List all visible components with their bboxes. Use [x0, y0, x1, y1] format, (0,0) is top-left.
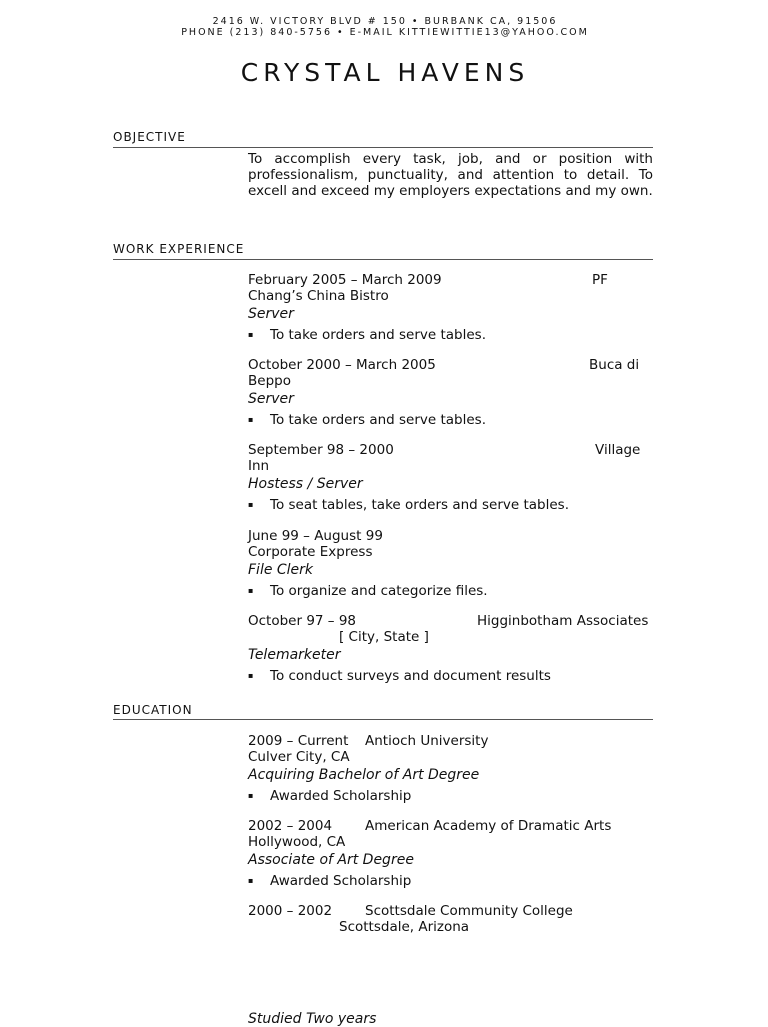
job-employer-continued: Inn [248, 458, 270, 474]
bullet-icon: ▪ [248, 671, 254, 680]
objective-text: To accomplish every task, job, and or position with professionalism, punctuality, and attention to detail. To excell and exceed my employers expectations and my own. [248, 151, 653, 199]
job-dates: October 2000 – March 2005 [248, 357, 436, 373]
section-heading-work-experience: WORK EXPERIENCE [113, 242, 245, 256]
job-employer: PF [592, 272, 608, 288]
education-school: American Academy of Dramatic Arts [365, 818, 612, 834]
job-bullet-text: To take orders and serve tables. [270, 412, 487, 428]
bullet-icon: ▪ [248, 791, 254, 800]
job-employer-continued: Chang’s China Bistro [248, 288, 389, 304]
job-dates: October 97 – 98 [248, 613, 357, 629]
job-title: Server [248, 391, 294, 407]
bullet-icon: ▪ [248, 415, 254, 424]
job-bullet-text: To take orders and serve tables. [270, 327, 487, 343]
job-employer-continued: Corporate Express [248, 544, 373, 560]
education-dates: 2009 – Current [248, 733, 349, 749]
education-school: Scottsdale Community College [365, 903, 573, 919]
education-dates: 2000 – 2002 [248, 903, 333, 919]
candidate-name: CRYSTAL HAVENS [240, 58, 530, 87]
job-employer: Village [595, 442, 641, 458]
education-degree: Studied Two years [248, 1011, 377, 1027]
education-degree: Acquiring Bachelor of Art Degree [248, 767, 480, 783]
job-bullet [248, 668, 551, 684]
education-bullet-text: Awarded Scholarship [270, 873, 412, 889]
job-bullet-text: To conduct surveys and document results [270, 668, 551, 684]
education-location: Scottsdale, Arizona [339, 919, 470, 935]
section-rule [113, 259, 653, 260]
job-dates: February 2005 – March 2009 [248, 272, 442, 288]
section-rule [113, 147, 653, 148]
education-location: Culver City, CA [248, 749, 350, 765]
bullet-icon: ▪ [248, 586, 254, 595]
bullet-icon: ▪ [248, 500, 254, 509]
job-title: Hostess / Server [248, 476, 363, 492]
job-title: File Clerk [248, 562, 314, 578]
job-bullet-text: To seat tables, take orders and serve tables. [270, 497, 570, 513]
job-location: [ City, State ] [339, 629, 429, 645]
education-degree: Associate of Art Degree [248, 852, 414, 868]
education-location: Hollywood, CA [248, 834, 346, 850]
contact-phone-email: PHONE (213) 840-5756 • E-MAIL KITTIEWITTIE13@YAHOO.COM [181, 27, 589, 38]
education-bullet-text: Awarded Scholarship [270, 788, 412, 804]
job-title: Telemarketer [248, 647, 341, 663]
job-dates: September 98 – 2000 [248, 442, 394, 458]
job-employer: Higginbotham Associates [477, 613, 649, 629]
section-heading-education: EDUCATION [113, 703, 193, 717]
job-employer-continued: Beppo [248, 373, 291, 389]
job-title: Server [248, 306, 294, 322]
job-bullet [248, 583, 488, 599]
job-bullet [248, 412, 486, 428]
contact-address: 2416 W. VICTORY BLVD # 150 • BURBANK CA, 91506 [212, 16, 558, 27]
section-rule [113, 719, 653, 720]
section-heading-objective: OBJECTIVE [113, 130, 186, 144]
bullet-icon: ▪ [248, 876, 254, 885]
job-bullet [248, 497, 569, 513]
education-school: Antioch University [365, 733, 489, 749]
job-bullet [248, 327, 486, 343]
bullet-icon: ▪ [248, 330, 254, 339]
job-dates: June 99 – August 99 [248, 528, 383, 544]
education-bullet [248, 873, 411, 889]
education-bullet [248, 788, 411, 804]
job-bullet-text: To organize and categorize files. [270, 583, 488, 599]
job-employer: Buca di [589, 357, 640, 373]
education-dates: 2002 – 2004 [248, 818, 333, 834]
